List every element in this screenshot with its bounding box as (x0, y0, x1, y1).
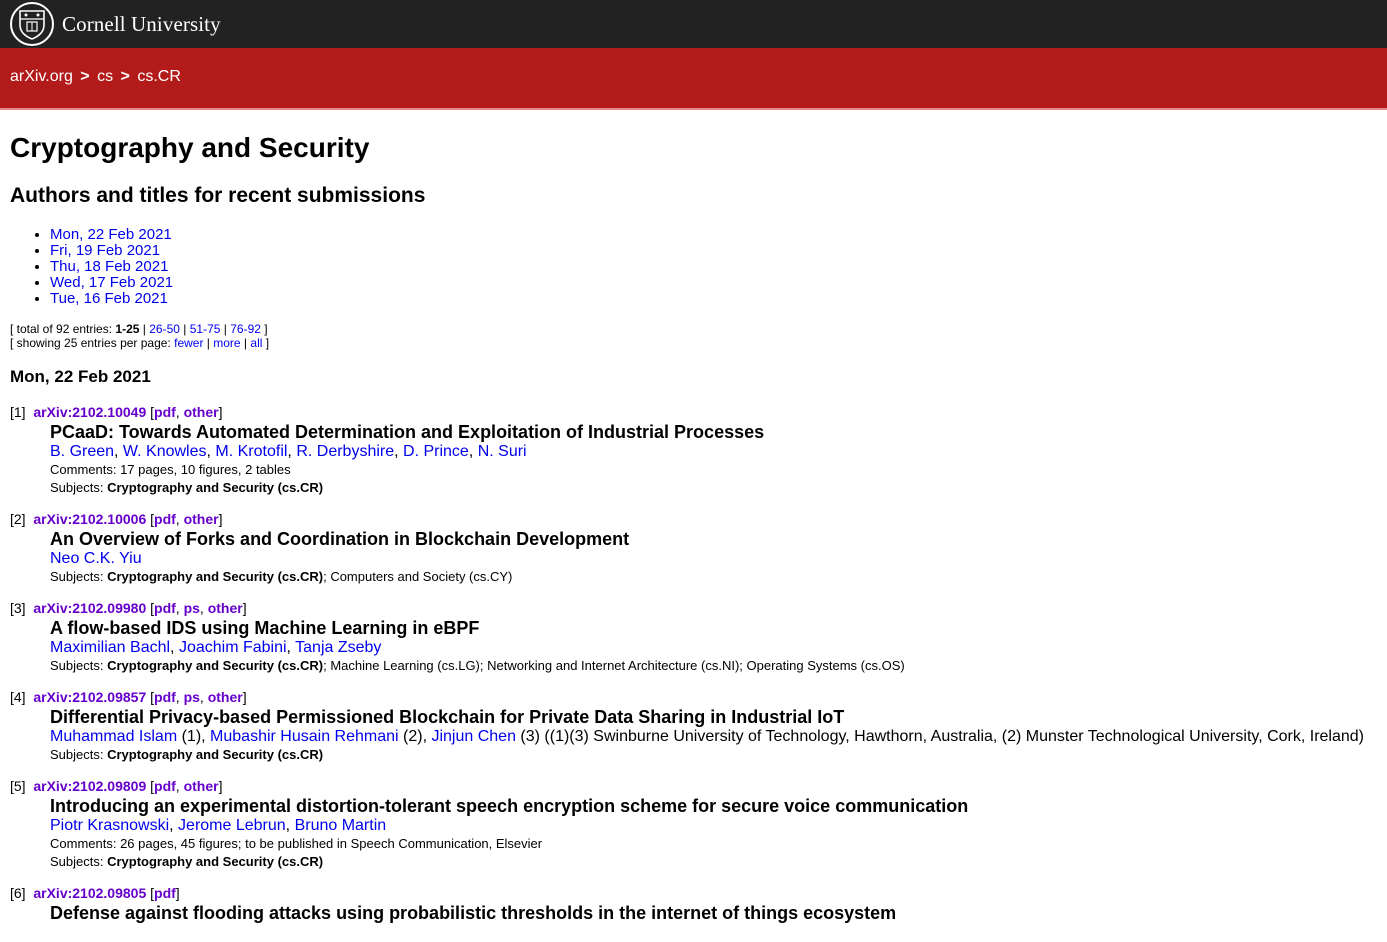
author-link[interactable]: Muhammad Islam (50, 728, 178, 745)
primary-subject: Cryptography and Security (cs.CR) (107, 854, 324, 869)
arxiv-id-link[interactable]: arXiv:2102.10049 (33, 404, 147, 420)
other-subjects: ; Machine Learning (cs.LG); Networking and Internet Architecture (cs.NI); Operating Systems (cs.OS) (323, 658, 905, 673)
date-link[interactable]: Mon, 22 Feb 2021 (50, 226, 172, 243)
entry-number: [1] (10, 404, 26, 420)
list-item (10, 403, 1377, 497)
other-link[interactable]: other (183, 778, 219, 794)
subjects-label: Subjects: (50, 658, 108, 673)
pdf-link[interactable]: pdf (154, 404, 176, 420)
comments-text: 26 pages, 45 figures; to be published in Speech Communication, Elsevier (120, 836, 543, 851)
comments-text: 17 pages, 10 figures, 2 tables (120, 462, 291, 477)
page-link-26-50[interactable]: 26-50 (149, 322, 180, 336)
entry-title: Introducing an experimental distortion-tolerant speech encryption scheme for secure voice communication (50, 796, 969, 816)
showing-suffix: ] (262, 336, 270, 350)
entry-comments (50, 835, 1377, 853)
author-link[interactable]: W. Knowles (122, 443, 207, 460)
date-link[interactable]: Wed, 17 Feb 2021 (50, 274, 174, 291)
cornell-seal-icon[interactable] (10, 2, 54, 46)
arxiv-id-link[interactable]: arXiv:2102.09809 (33, 778, 147, 794)
author-affil-marker: (2) (398, 728, 423, 745)
author-affil-marker: (3) (515, 728, 540, 745)
entry-number: [4] (10, 689, 26, 705)
author-link[interactable]: Piotr Krasnowski (50, 817, 170, 834)
arxiv-id-link[interactable]: arXiv:2102.10006 (33, 511, 147, 527)
subjects-label: Subjects: (50, 854, 108, 869)
entry-authors: Muhammad Islam (1), Mubashir Husain Rehmani (2), Jinjun Chen (3) ((1)(3) Swinburne University of Technology, Hawthorn, Australia, (2) Munster Technological University, Cork, Ireland) (50, 728, 1365, 745)
entry-header: [1] arXiv:2102.10049 [pdf, other] (10, 404, 223, 420)
comments-label: Comments: (50, 836, 121, 851)
main-content (0, 131, 1387, 924)
entry-meta (50, 528, 1377, 586)
list-item (50, 259, 1377, 275)
entry-header: [3] arXiv:2102.09980 [pdf, ps, other] (10, 600, 247, 616)
author-link[interactable]: Neo C.K. Yiu (50, 550, 142, 567)
other-link[interactable]: other (207, 689, 243, 705)
date-link[interactable]: Fri, 19 Feb 2021 (50, 242, 161, 259)
entry-subjects (50, 479, 1377, 497)
entry-authors: B. Green, W. Knowles, M. Krotofil, R. Derbyshire, D. Prince, N. Suri (50, 443, 527, 460)
showing-prefix: [ showing 25 entries per page: (10, 336, 175, 350)
subjects-label: Subjects: (50, 747, 108, 762)
breadcrumb-cs-link[interactable]: cs (97, 68, 114, 85)
pdf-link[interactable]: pdf (154, 689, 176, 705)
entry-header: [2] arXiv:2102.10006 [pdf, other] (10, 511, 223, 527)
author-link[interactable]: Bruno Martin (294, 817, 387, 834)
list-item (50, 275, 1377, 291)
entry-authors: Piotr Krasnowski, Jerome Lebrun, Bruno Martin (50, 817, 387, 834)
breadcrumb-home-link[interactable]: arXiv.org (10, 68, 73, 85)
breadcrumb-bar (0, 48, 1387, 110)
author-link[interactable]: Mubashir Husain Rehmani (210, 728, 399, 745)
list-item (50, 227, 1377, 243)
section-date: Mon, 22 Feb 2021 (10, 367, 151, 386)
entry-comments (50, 461, 1377, 479)
entry-meta (50, 706, 1377, 764)
list-item (10, 884, 1377, 924)
ps-link[interactable]: ps (183, 600, 200, 616)
top-bar (0, 0, 1387, 48)
page-subtitle: Authors and titles for recent submissions (10, 184, 426, 207)
primary-subject: Cryptography and Security (cs.CR) (107, 480, 324, 495)
page-title: Cryptography and Security (10, 132, 370, 163)
entry-header: [6] arXiv:2102.09805 [pdf] (10, 885, 180, 901)
fewer-link[interactable]: fewer (174, 336, 204, 350)
author-link[interactable]: R. Derbyshire (296, 443, 395, 460)
page-link-51-75[interactable]: 51-75 (189, 322, 221, 336)
pdf-link[interactable]: pdf (154, 600, 176, 616)
entry-number: [3] (10, 600, 26, 616)
list-item (10, 599, 1377, 675)
page-link-76-92[interactable]: 76-92 (230, 322, 261, 336)
other-subjects: ; Computers and Society (cs.CY) (323, 569, 513, 584)
showing-entries-line: [ showing 25 entries per page: fewer | more | all ] (10, 336, 270, 350)
entry-title: A flow-based IDS using Machine Learning in eBPF (50, 618, 480, 638)
pdf-link[interactable]: pdf (154, 511, 176, 527)
breadcrumb (0, 48, 1387, 86)
entry-authors: Maximilian Bachl, Joachim Fabini, Tanja Zseby (50, 639, 382, 656)
other-link[interactable]: other (183, 511, 219, 527)
total-suffix: ] (260, 322, 268, 336)
arxiv-id-link[interactable]: arXiv:2102.09857 (33, 689, 147, 705)
entry-title: PCaaD: Towards Automated Determination and Exploitation of Industrial Processes (50, 422, 765, 442)
all-link[interactable]: all (250, 336, 263, 350)
breadcrumb-separator: > (120, 68, 130, 85)
author-affiliations: ((1)(3) Swinburne University of Technology, Hawthorn, Australia, (2) Munster Technological University, Cork, Ireland) (539, 728, 1365, 745)
entry-title: Defense against flooding attacks using probabilistic thresholds in the internet of things ecosystem (50, 903, 897, 923)
list-item (50, 243, 1377, 259)
author-link[interactable]: D. Prince (403, 443, 469, 460)
author-link[interactable]: Jerome Lebrun (178, 817, 286, 834)
author-affil-marker: (1) (177, 728, 202, 745)
list-item (10, 688, 1377, 764)
pdf-link[interactable]: pdf (154, 885, 176, 901)
entry-title: Differential Privacy-based Permissioned Blockchain for Private Data Sharing in Industrial IoT (50, 707, 845, 727)
entry-header: [5] arXiv:2102.09809 [pdf, other] (10, 778, 223, 794)
list-item (50, 291, 1377, 307)
entry-title: An Overview of Forks and Coordination in Blockchain Development (50, 529, 630, 549)
entry-meta (50, 421, 1377, 497)
primary-subject: Cryptography and Security (cs.CR) (107, 569, 324, 584)
subjects-label: Subjects: (50, 480, 108, 495)
entry-meta (50, 795, 1377, 871)
primary-subject: Cryptography and Security (cs.CR) (107, 747, 324, 762)
comments-label: Comments: (50, 462, 121, 477)
date-link[interactable]: Thu, 18 Feb 2021 (50, 258, 169, 275)
subjects-label: Subjects: (50, 569, 108, 584)
breadcrumb-separator: > (80, 68, 90, 85)
list-item (10, 777, 1377, 871)
author-link[interactable]: Jinjun Chen (431, 728, 516, 745)
total-entries-line: [ total of 92 entries: 1-25 | 26-50 | 51-75 | 76-92 ] (10, 322, 268, 336)
total-prefix: [ total of 92 entries: (10, 322, 116, 336)
breadcrumb-cscr-link[interactable]: cs.CR (137, 68, 181, 85)
author-link[interactable]: B. Green (50, 443, 115, 460)
brand-name[interactable]: Cornell University (62, 11, 221, 36)
list-item (10, 510, 1377, 586)
author-link[interactable]: Tanja Zseby (295, 639, 382, 656)
author-link[interactable]: Joachim Fabini (178, 639, 287, 656)
entry-number: [6] (10, 885, 26, 901)
date-list (10, 227, 1377, 307)
ps-link[interactable]: ps (183, 689, 200, 705)
primary-subject: Cryptography and Security (cs.CR) (107, 658, 324, 673)
entry-subjects (50, 657, 1377, 675)
current-page: 1-25 (115, 322, 140, 336)
more-link[interactable]: more (213, 336, 241, 350)
entry-meta (50, 902, 1377, 924)
entry-meta (50, 617, 1377, 675)
other-link[interactable]: other (183, 404, 219, 420)
entry-subjects (50, 746, 1377, 764)
pdf-link[interactable]: pdf (154, 778, 176, 794)
author-link[interactable]: Maximilian Bachl (50, 639, 171, 656)
author-link[interactable]: N. Suri (477, 443, 527, 460)
entry-number: [2] (10, 511, 26, 527)
date-link[interactable]: Tue, 16 Feb 2021 (50, 290, 168, 307)
arxiv-id-link[interactable]: arXiv:2102.09805 (33, 885, 147, 901)
entry-header: [4] arXiv:2102.09857 [pdf, ps, other] (10, 689, 247, 705)
entry-subjects (50, 568, 1377, 586)
other-link[interactable]: other (207, 600, 243, 616)
entry-authors (50, 550, 1377, 568)
entry-subjects (50, 853, 1377, 871)
arxiv-id-link[interactable]: arXiv:2102.09980 (33, 600, 147, 616)
author-link[interactable]: M. Krotofil (215, 443, 288, 460)
entry-number: [5] (10, 778, 26, 794)
